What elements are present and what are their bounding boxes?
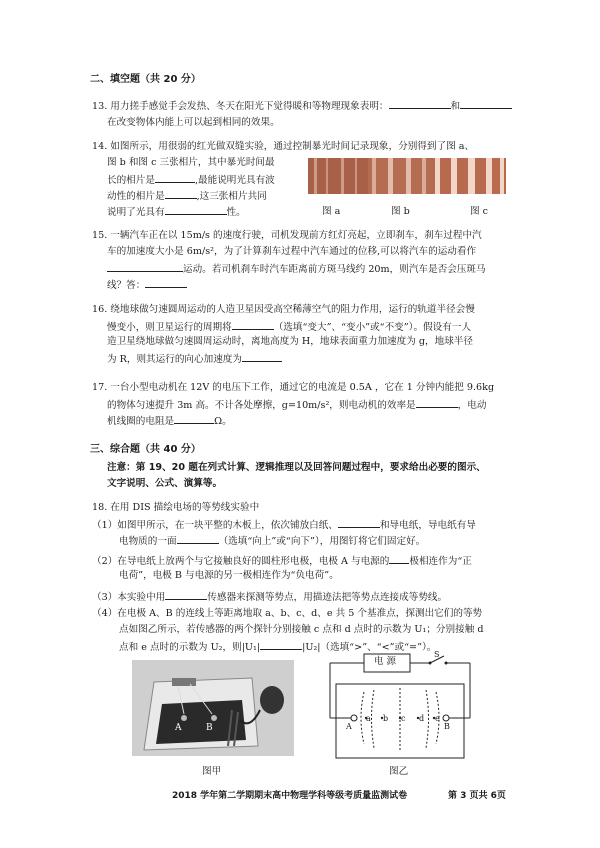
apparatus-illustration	[132, 660, 294, 756]
q14-l3-text-b: ,最能说明光具有波	[194, 175, 275, 186]
apparatus-photo	[132, 660, 294, 756]
question-16-line-3: 造卫星绕地球做匀速圆周运动时，离地高度为 H，地球表面重力加速度为 g，地球半径	[107, 336, 473, 347]
q14-l4-text-b: ,这三张相片共同	[196, 191, 267, 202]
question-14-line-1: 14. 如图所示，用很弱的红光做双缝实验，通过控制暴光时间记录现象，分别得到了图 a、	[92, 141, 475, 152]
q18-p1-text-d: （选填“向上”或“向下”），用图钉将它们固定好。	[218, 536, 426, 547]
q16-blank-1[interactable]	[232, 318, 274, 330]
point-b-label: b	[383, 714, 389, 723]
question-17-line-3	[107, 412, 232, 430]
q14-blank-3[interactable]	[165, 203, 227, 215]
photo-label-b: B	[206, 723, 213, 733]
q17-blank-2[interactable]	[174, 412, 214, 424]
q18-part-4-line-1: （4）在电极 A、B 的连线上等距离地取 a、b、c、d、e 共 5 个基准点，探测出它们的等势	[92, 608, 483, 619]
footer-exam-title: 2018 学年第二学期期末高中物理学科等级考质量监测试卷	[172, 791, 408, 801]
question-15-line-4	[107, 276, 187, 294]
section-title-fill-in: 二、填空题（共 20 分）	[90, 74, 201, 85]
q13-and: 和	[450, 101, 461, 112]
q18-blank-1[interactable]	[338, 516, 380, 528]
q17-l2-text-a: 的物体匀速提升 3m 高。不计各处摩擦，g=10m/s²，则电动机的效率是	[107, 400, 416, 411]
q18-p1-text-c: 电物质的一面	[119, 536, 177, 547]
q14-blank-2[interactable]	[165, 187, 197, 199]
question-15-line-1: 15. 一辆汽车正在以 15m/s 的速度行驶，司机发现前方红灯亮起，立即刹车，刹车过程中汽	[92, 230, 482, 241]
q15-blank-1[interactable]	[107, 260, 183, 272]
q16-l2-text-a: 慢变小，则卫星运行的周期将	[107, 322, 232, 333]
photo-c	[430, 158, 506, 194]
section-3-note-line-1: 注意：第 19、20 题在列式计算、逻辑推理以及回答问题过程中，要求给出必要的图示、	[107, 462, 486, 473]
q18-part-2-line-2: 电荷”，电极 B 与电源的另一极相连作为“负电荷”。	[119, 570, 339, 581]
q15-l4-text: 线？答：	[107, 280, 146, 291]
power-source-label: 电 源	[374, 656, 397, 667]
q18-p2-text-a: （2）在导电纸上放两个与它接触良好的圆柱形电极，电极 A 与电源的	[92, 556, 390, 567]
section-title-comprehensive: 三、综合题（共 40 分）	[90, 444, 201, 455]
q16-l4-text: 为 R，则其运行的向心加速度为	[107, 354, 242, 365]
point-c-label: c	[401, 714, 406, 723]
q18-p3-text-b: 传感器来探测等势点，用描迹法把等势点连接成等势线。	[207, 592, 448, 603]
equipotential-diagram	[322, 652, 482, 760]
point-B-label: B	[444, 722, 450, 731]
q18-p4-text-c: 点和 e 点时的示数为 U₂，则|U₁|	[119, 642, 261, 653]
question-16-line-4	[107, 350, 282, 368]
point-e-label: e	[435, 714, 440, 723]
q18-blank-2[interactable]	[177, 532, 219, 544]
footer-page-number: 第 3 页共 6页	[448, 791, 506, 801]
point-A-label: A	[346, 722, 352, 731]
caption-fig-b: 图 b	[391, 206, 410, 217]
caption-fig-yi: 图乙	[389, 766, 409, 777]
question-14-line-5	[107, 203, 246, 221]
q17-l3-text-a: 机线圈的电阻是	[107, 416, 175, 427]
q18-part-3	[92, 588, 447, 606]
q18-part-1-line-2	[119, 532, 425, 550]
q18-blank-3[interactable]	[389, 552, 409, 564]
section-3-note-line-2: 文字说明、公式、演算等。	[107, 478, 223, 489]
q18-part-4-line-2: 点如图乙所示，若传感器的两个探针分别接触 c 点和 d 点时的示数为 U₁；分别接触 d	[119, 624, 484, 635]
point-a-label: a	[366, 714, 371, 723]
point-d-label: d	[419, 714, 425, 723]
q15-blank-2[interactable]	[145, 276, 187, 288]
q14-l5-text-a: 说明了光具有	[107, 207, 165, 218]
q14-l5-text-b: 性。	[226, 207, 246, 218]
q15-l3-text: 运动。若司机刹车时汽车距离前方斑马线约 20m，则汽车是否会压斑马	[183, 264, 486, 275]
q18-p1-text-a: （1）如图甲所示，在一块平整的木板上，依次铺放白纸、	[92, 520, 338, 531]
question-13-line-2: 在改变物体内能上可以起到相同的效果。	[107, 117, 280, 128]
question-16-line-1: 16. 绕地球做匀速圆周运动的人造卫星因受高空稀薄空气的阻力作用，运行的轨道半径会慢	[92, 304, 475, 315]
question-17-line-1: 17. 一台小型电动机在 12V 的电压下工作，通过它的电流是 0.5A ，它在 1 分钟内能把 9.6kg	[92, 382, 495, 393]
photo-a	[308, 158, 368, 194]
q16-l2-text-b: （选填“变大”、“变小”或“不变”）。假设有一人	[273, 322, 472, 333]
q14-blank-1[interactable]	[155, 171, 195, 183]
caption-fig-c: 图 c	[470, 206, 489, 217]
q13-blank-1[interactable]	[389, 97, 451, 109]
question-15-line-2: 车的加速度大小是 6m/s²，为了计算刹车过程中汽车通过的位移,可以将汽车的运动看作	[107, 246, 477, 257]
photo-label-a: A	[175, 723, 182, 733]
caption-fig-jia: 图甲	[202, 766, 222, 777]
q13-text: 13. 用力搓手感觉手会发热、冬天在阳光下觉得暖和等物理现象表明：	[92, 101, 389, 112]
circuit-drawing	[322, 652, 482, 760]
caption-fig-a: 图 a	[322, 206, 341, 217]
question-14-line-2: 图 b 和图 c 三张相片，其中暴光时间最	[107, 157, 275, 168]
q16-blank-2[interactable]	[242, 350, 282, 362]
q18-p2-text-b: 极相连作为“正	[409, 556, 472, 567]
q13-blank-2[interactable]	[460, 97, 512, 109]
question-18-title: 18. 在用 DIS 描绘电场的等势线实验中	[92, 502, 260, 513]
photo-b	[368, 158, 430, 194]
q18-blank-5[interactable]	[260, 638, 302, 650]
q17-l2-text-b: ，电动	[457, 400, 487, 411]
q18-p1-text-b: 和导电纸，导电纸有导	[379, 520, 476, 531]
q17-l3-text-b: Ω。	[214, 416, 232, 427]
q14-l3-text-a: 长的相片是	[107, 175, 155, 186]
switch-label: S	[434, 650, 440, 659]
q17-blank-1[interactable]	[416, 396, 458, 408]
q18-p3-text-a: （3）本实验中用	[92, 592, 166, 603]
q18-blank-4[interactable]	[165, 588, 207, 600]
q14-l4-text-a: 动性的相片是	[107, 191, 165, 202]
q18-p4-text-d: |U₂|（选填“>”、“<”或“=”）。	[302, 642, 437, 653]
question-13-line-1	[92, 97, 512, 115]
